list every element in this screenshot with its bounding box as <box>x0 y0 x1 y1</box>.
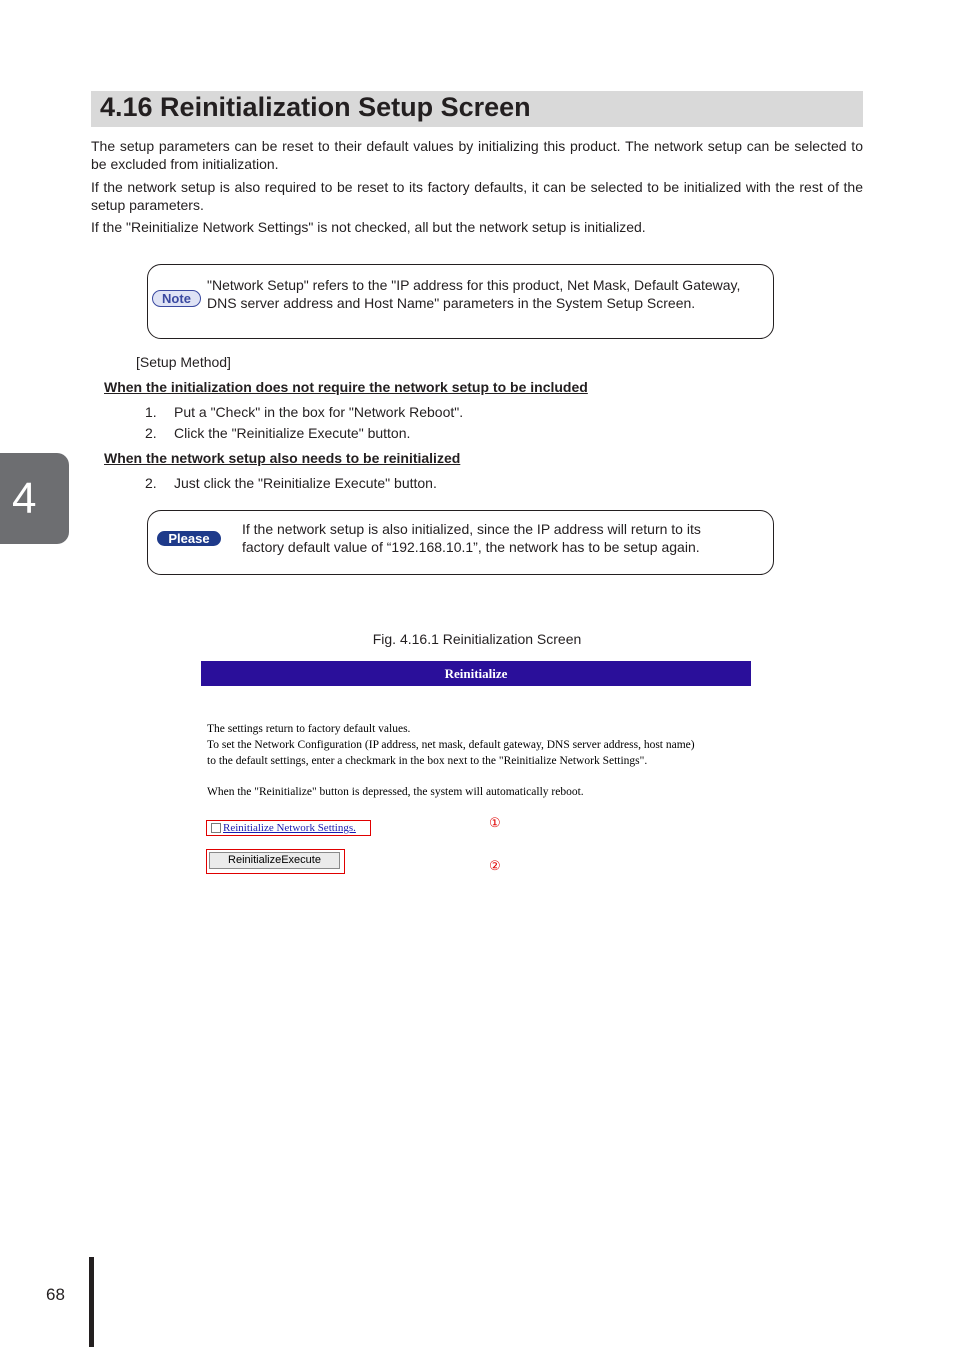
reinitialize-network-highlight <box>206 820 371 836</box>
note-text: "Network Setup" refers to the "IP address for this product, Net Mask, Default Gateway, DNS server address and Host Name" parameters in the System Setup Screen. <box>207 277 741 311</box>
step-number: 2. <box>145 425 157 441</box>
reinitialize-execute-button[interactable]: ReinitializeExecute <box>209 852 340 869</box>
figure-caption: Fig. 4.16.1 Reinitialization Screen <box>372 631 582 647</box>
case1-step-2 <box>145 424 410 442</box>
reinitialize-execute-highlight <box>206 849 345 874</box>
please-badge: Please <box>157 531 221 546</box>
reinitialize-title-bar: Reinitialize <box>201 661 751 686</box>
step-text: Put a "Check" in the box for "Network Reboot". <box>174 404 464 420</box>
chapter-tab: 4 <box>0 453 69 544</box>
please-text: If the network setup is also initialized, since the IP address will return to its factory default value of “192.168.10.1”, the network has to be setup again. <box>242 521 701 555</box>
please-callout <box>147 510 774 575</box>
figure-line-2: To set the Network Configuration (IP address, net mask, default gateway, DNS server address, host name) <box>207 739 695 751</box>
step-number: 1. <box>145 404 157 420</box>
figure-line-4: When the "Reinitialize" button is depressed, the system will automatically reboot. <box>207 786 584 798</box>
intro-paragraph-3: If the "Reinitialize Network Settings" is not checked, all but the network setup is initialized. <box>91 219 646 235</box>
reinitialize-network-checkbox[interactable] <box>211 823 221 833</box>
page-number-rule <box>89 1257 94 1347</box>
setup-method-label: [Setup Method] <box>136 354 231 370</box>
figure-line-1: The settings return to factory default values. <box>207 723 411 735</box>
step-text: Just click the "Reinitialize Execute" button. <box>174 475 437 491</box>
step-number: 2. <box>145 475 157 491</box>
note-callout <box>147 264 774 339</box>
page-title: 4.16 Reinitialization Setup Screen <box>100 92 531 122</box>
marker-1: ① <box>489 815 501 830</box>
intro-paragraph-2: If the network setup is also required to be reset to its factory defaults, it can be selected to be initialized with the rest of the setup parameters. <box>91 179 863 213</box>
note-badge: Note <box>152 290 201 307</box>
intro-paragraph-1: The setup parameters can be reset to their default values by initializing this product. The network setup can be selected to be excluded from initialization. <box>91 138 863 172</box>
case2-step-2 <box>145 474 437 492</box>
step-text: Click the "Reinitialize Execute" button. <box>174 425 411 441</box>
case2-title: When the network setup also needs to be reinitialized <box>104 450 461 466</box>
case1-step-1 <box>145 403 463 421</box>
marker-2: ② <box>489 858 501 873</box>
page-number: 68 <box>46 1285 65 1304</box>
case1-title: When the initialization does not require the network setup to be included <box>104 379 588 395</box>
figure-line-3: to the default settings, enter a checkmark in the box next to the "Reinitialize Network Settings". <box>207 755 648 767</box>
section-heading-bar <box>91 91 863 127</box>
reinitialize-network-label[interactable]: Reinitialize Network Settings. <box>223 822 356 834</box>
